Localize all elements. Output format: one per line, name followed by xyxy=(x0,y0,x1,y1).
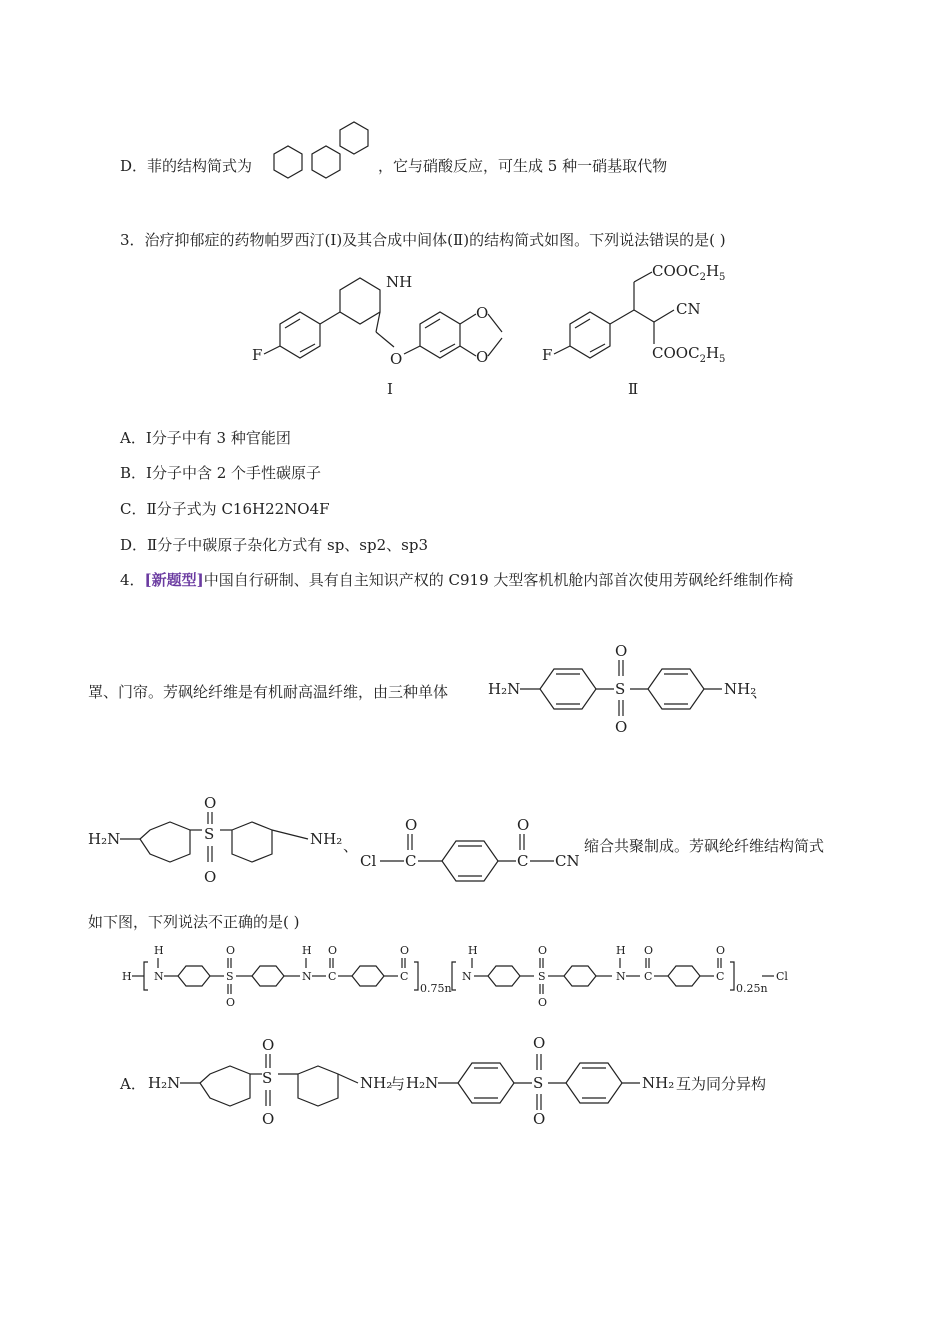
polymer-subscript-1: 0.75n xyxy=(420,982,452,995)
svg-text:C: C xyxy=(328,970,337,983)
q2-option-d xyxy=(120,156,252,176)
svg-text:O: O xyxy=(538,944,548,957)
svg-text:S: S xyxy=(226,970,234,983)
svg-text:H: H xyxy=(122,970,132,983)
mol2-cn: CN xyxy=(676,300,701,318)
mol1-label: Ⅰ xyxy=(387,380,393,398)
svg-text:O: O xyxy=(615,642,628,660)
question-number: 4． xyxy=(120,571,145,589)
svg-text:H: H xyxy=(468,944,478,957)
svg-text:O: O xyxy=(716,944,726,957)
q4-option-a-label: A． xyxy=(120,1075,146,1093)
c-label: C xyxy=(405,852,417,870)
svg-text:C: C xyxy=(400,970,409,983)
h2n-label: H₂N xyxy=(148,1074,181,1092)
option-label: B． xyxy=(120,464,147,482)
svg-text:N: N xyxy=(616,970,626,983)
option-text: Ⅱ分子中碳原子杂化方式有 sp、sp2、sp3 xyxy=(147,536,428,554)
svg-text:O: O xyxy=(517,816,530,834)
option-text: Ⅱ分子式为 C16H22NO4F xyxy=(146,500,330,518)
nh2-label: NH₂ xyxy=(310,830,343,848)
svg-text:O: O xyxy=(615,718,628,736)
q3-option-d xyxy=(120,535,428,555)
s-label: S xyxy=(533,1074,544,1092)
svg-text:O: O xyxy=(405,816,418,834)
svg-text:O: O xyxy=(328,944,338,957)
q3-option-a xyxy=(120,428,291,448)
phenanthrene-structure xyxy=(262,118,377,204)
q4-line3-after: 缩合共聚制成。芳砜纶纤维结构简式 xyxy=(584,837,825,855)
svg-text:O: O xyxy=(262,1036,275,1054)
svg-text:H: H xyxy=(154,944,164,957)
mol2-ester-bottom: $COOC_2H_5$ xyxy=(652,344,726,365)
svg-text:C: C xyxy=(644,970,653,983)
svg-text:O: O xyxy=(644,944,654,957)
cl-label: Cl xyxy=(360,852,377,870)
svg-text:H: H xyxy=(616,944,626,957)
option-label: D． xyxy=(120,157,148,175)
svg-text:O: O xyxy=(226,944,236,957)
option-text: Ⅰ分子中含 2 个手性碳原子 xyxy=(146,464,322,482)
cn-label: CN xyxy=(555,852,580,870)
s-label: S xyxy=(262,1069,273,1087)
option-label: D． xyxy=(120,536,148,554)
svg-text:O: O xyxy=(533,1110,546,1128)
svg-text:O: O xyxy=(204,794,217,812)
mol2-label: Ⅱ xyxy=(628,380,639,398)
svg-text:O: O xyxy=(262,1110,275,1128)
mol2-f: F xyxy=(542,346,553,364)
q4-line4: 如下图，下列说法不正确的是( ) xyxy=(88,913,300,931)
molecule-intermediate xyxy=(540,262,740,402)
svg-text:O: O xyxy=(400,944,410,957)
molecule-paroxetine xyxy=(250,262,520,402)
s-label: S xyxy=(615,680,626,698)
svg-text:O: O xyxy=(476,304,489,322)
s-label: S xyxy=(204,825,215,843)
polymer-end-cl: Cl xyxy=(776,970,788,983)
option-label: C． xyxy=(120,500,147,518)
svg-text:N: N xyxy=(302,970,312,983)
option-a-para-isomer xyxy=(406,1032,682,1128)
mol2-ester-top: $COOC_2H_5$ xyxy=(652,262,726,283)
option-text-before: 菲的结构简式为 xyxy=(147,157,253,175)
q4-sep-1: 、 xyxy=(752,683,768,701)
nh2-label: NH₂ xyxy=(642,1074,675,1092)
q3-option-c xyxy=(120,499,330,519)
monomer-meta-diamine xyxy=(88,796,348,892)
svg-text:O: O xyxy=(204,868,217,886)
h2n-label: H₂N xyxy=(488,680,521,698)
svg-text:O: O xyxy=(538,996,548,1009)
option-text: Ⅰ分子中有 3 种官能团 xyxy=(145,429,291,447)
q3-stem: 3．治疗抑郁症的药物帕罗西汀(Ⅰ)及其合成中间体(Ⅱ)的结构简式如图。下列说法错误的是( ) xyxy=(120,231,726,249)
q4-option-a-after: 互为同分异构 xyxy=(676,1075,767,1093)
c-label-2: C xyxy=(517,852,529,870)
svg-text:C: C xyxy=(716,970,725,983)
mol1-o: O xyxy=(390,350,403,368)
mol1-nh: NH xyxy=(386,273,413,291)
q2-option-d-after: ，它与硝酸反应，可生成 5 种一硝基取代物 xyxy=(378,157,668,175)
svg-text:N: N xyxy=(462,970,472,983)
h2n-label: H₂N xyxy=(88,830,121,848)
monomer-acyl-chloride xyxy=(360,814,584,890)
q4-line1 xyxy=(120,570,793,590)
polymer-subscript-2: 0.25n xyxy=(736,982,768,995)
svg-text:S: S xyxy=(538,970,546,983)
nh2-label: NH₂ xyxy=(360,1074,393,1092)
polymer-structure xyxy=(122,940,802,1010)
svg-text:O: O xyxy=(476,348,489,366)
mol1-f: F xyxy=(252,346,263,364)
q4-option-a-mid: 与 xyxy=(390,1075,406,1093)
q4-sep-2: 、 xyxy=(343,837,359,855)
svg-text:N: N xyxy=(154,970,164,983)
q4-text-1: 中国自行研制、具有自主知识产权的 C919 大型客机机舱内部首次使用芳砜纶纤维制作椅 xyxy=(203,571,794,589)
h2n-label: H₂N xyxy=(406,1074,439,1092)
svg-text:O: O xyxy=(226,996,236,1009)
q3-option-b xyxy=(120,463,321,483)
option-label: A． xyxy=(120,429,146,447)
q4-line2: 罩、门帘。芳砜纶纤维是有机耐高温纤维，由三种单体 xyxy=(88,683,449,701)
svg-text:H: H xyxy=(302,944,312,957)
svg-text:O: O xyxy=(533,1034,546,1052)
monomer-para-diamine xyxy=(488,640,768,736)
option-a-meta-isomer xyxy=(148,1036,396,1132)
nh2-label: NH₂ xyxy=(724,680,757,698)
new-type-tag: [新题型] xyxy=(144,571,204,589)
